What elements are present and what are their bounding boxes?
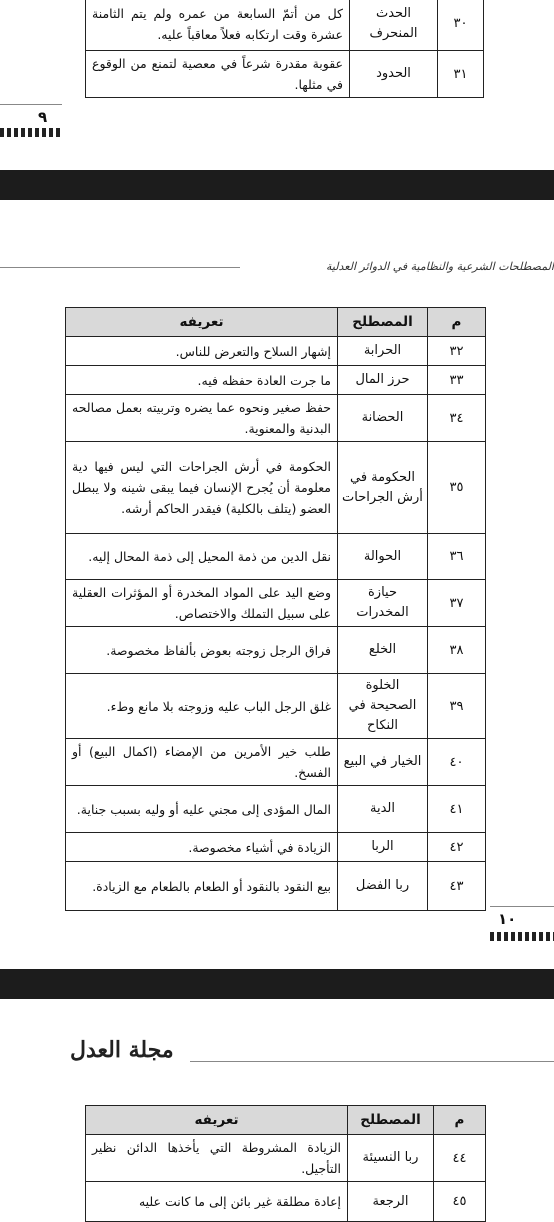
row-definition: كل من أتمّ السابعة من عمره ولم يتم الثامنة عشرة وقت ارتكابه فعلاً معاقباً عليه. xyxy=(86,0,350,51)
row-definition: الزيادة في أشياء مخصوصة. xyxy=(66,833,338,862)
row-number: ٤٣ xyxy=(428,862,486,911)
header-rule xyxy=(190,1061,554,1062)
row-term: الخلع xyxy=(338,627,428,674)
row-number: ٣٤ xyxy=(428,395,486,442)
row-definition: إعادة مطلقة غير بائن إلى ما كانت عليه xyxy=(86,1182,348,1222)
row-term: الربا xyxy=(338,833,428,862)
terms-table-page-10 xyxy=(65,307,486,911)
row-term: الخلوة الصحيحة في النكاح xyxy=(338,674,428,739)
row-number: ٤١ xyxy=(428,786,486,833)
row-term: الحكومة في أرش الجراحات xyxy=(338,442,428,534)
row-definition: إشهار السلاح والتعرض للناس. xyxy=(66,337,338,366)
row-definition: حفظ صغير ونحوه عما يضره وتربيته بعمل مصالحه البدنية والمعنوية. xyxy=(66,395,338,442)
table-row xyxy=(66,442,486,534)
row-definition: عقوبة مقدرة شرعاً في معصية لتمنع من الوقوع في مثلها. xyxy=(86,51,350,98)
row-number: ٣٨ xyxy=(428,627,486,674)
table-row xyxy=(66,534,486,580)
row-definition: الحكومة في أرش الجراحات التي ليس فيها دية معلومة أن يُجرح الإنسان فيما يبقى شينه ولا يبطل العضو (يتلف بالكلية) فيقدر الحاكم أرشه. xyxy=(66,442,338,534)
row-definition: الزيادة المشروطة التي يأخذها الدائن نظير التأجيل. xyxy=(86,1135,348,1182)
footer-rule xyxy=(0,104,62,105)
row-number: ٣٧ xyxy=(428,580,486,627)
page-number: ٩ xyxy=(38,108,48,126)
terms-table-page-9 xyxy=(85,0,484,98)
row-number: ٤٤ xyxy=(434,1135,486,1182)
terms-table-page-11 xyxy=(85,1105,486,1222)
row-definition: ما جرت العادة حفظه فيه. xyxy=(66,366,338,395)
running-header: المصطلحات الشرعية والنظامية في الدوائر العدلية xyxy=(325,260,554,273)
row-definition: وضع اليد على المواد المخدرة أو المؤثرات العقلية على سبيل التملك والاختصاص. xyxy=(66,580,338,627)
row-number: ٣٦ xyxy=(428,534,486,580)
table-row xyxy=(66,395,486,442)
footer-ornament xyxy=(490,932,554,941)
table-row xyxy=(66,366,486,395)
page-number: ١٠ xyxy=(498,910,517,928)
row-definition: طلب خير الأمرين من الإمضاء (اكمال البيع) أو الفسخ. xyxy=(66,739,338,786)
table-row xyxy=(86,0,484,51)
row-number: ٣٢ xyxy=(428,337,486,366)
row-number: ٤٢ xyxy=(428,833,486,862)
page-9 xyxy=(0,0,554,170)
row-definition: نقل الدين من ذمة المحيل إلى ذمة المحال إليه. xyxy=(66,534,338,580)
row-term: حرز المال xyxy=(338,366,428,395)
row-definition: بيع النقود بالنقود أو الطعام بالطعام مع الزيادة. xyxy=(66,862,338,911)
table-row xyxy=(66,786,486,833)
table-header-row xyxy=(66,308,486,337)
page-10 xyxy=(0,200,554,969)
table-row xyxy=(66,862,486,911)
column-header-number: م xyxy=(428,308,486,337)
table-row xyxy=(86,1182,486,1222)
table-row xyxy=(86,1135,486,1182)
footer-rule xyxy=(490,906,554,907)
footer-ornament xyxy=(0,128,62,137)
column-header-definition: تعريفه xyxy=(86,1106,348,1135)
table-row xyxy=(66,627,486,674)
row-term: ربا النسيئة xyxy=(348,1135,434,1182)
journal-logo: مجلة العدل xyxy=(70,1037,174,1063)
row-term: الدية xyxy=(338,786,428,833)
table-row xyxy=(66,833,486,862)
row-term: ربا الفضل xyxy=(338,862,428,911)
column-header-term: المصطلح xyxy=(338,308,428,337)
row-term: الحرابة xyxy=(338,337,428,366)
column-header-definition: تعريفه xyxy=(66,308,338,337)
row-definition: المال المؤدى إلى مجني عليه أو وليه بسبب جناية. xyxy=(66,786,338,833)
row-definition: فراق الرجل زوجته بعوض بألفاظ مخصوصة. xyxy=(66,627,338,674)
table-row xyxy=(86,51,484,98)
table-row xyxy=(66,337,486,366)
row-term: الخيار في البيع xyxy=(338,739,428,786)
row-number: ٣٠ xyxy=(438,0,484,51)
table-header-row xyxy=(86,1106,486,1135)
page-separator xyxy=(0,170,554,200)
row-number: ٣٩ xyxy=(428,674,486,739)
row-term: الحضانة xyxy=(338,395,428,442)
row-number: ٣٣ xyxy=(428,366,486,395)
row-number: ٣٥ xyxy=(428,442,486,534)
row-term: الحدود xyxy=(350,51,438,98)
row-definition: غلق الرجل الباب عليه وزوجته بلا مانع وطء. xyxy=(66,674,338,739)
row-term: الرجعة xyxy=(348,1182,434,1222)
row-number: ٤٠ xyxy=(428,739,486,786)
header-rule xyxy=(0,267,240,268)
row-number: ٤٥ xyxy=(434,1182,486,1222)
table-row xyxy=(66,674,486,739)
row-term: الحوالة xyxy=(338,534,428,580)
row-term: حيازة المخدرات xyxy=(338,580,428,627)
page-separator xyxy=(0,969,554,999)
column-header-number: م xyxy=(434,1106,486,1135)
row-term: الحدث المنحرف xyxy=(350,0,438,51)
table-row xyxy=(66,580,486,627)
row-number: ٣١ xyxy=(438,51,484,98)
column-header-term: المصطلح xyxy=(348,1106,434,1135)
table-row xyxy=(66,739,486,786)
page-11 xyxy=(0,999,554,1209)
